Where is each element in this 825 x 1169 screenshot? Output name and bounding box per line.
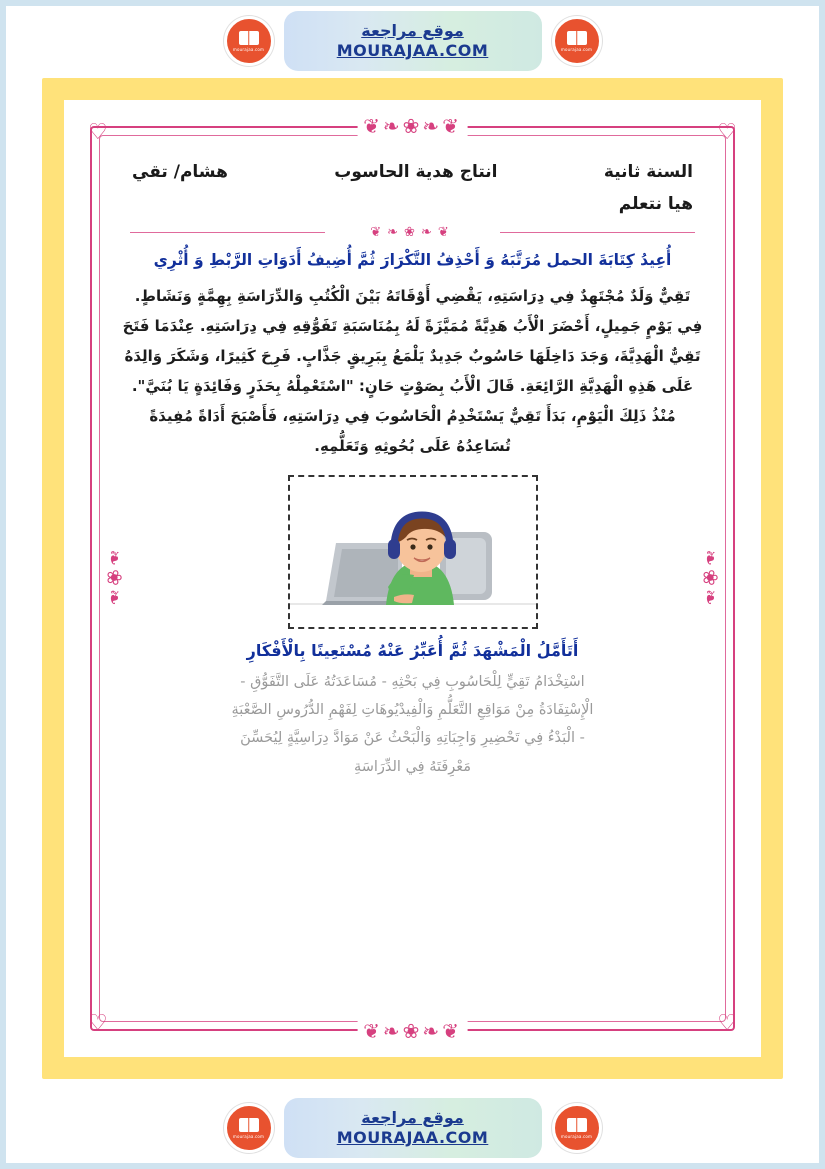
top-banner (6, 6, 819, 76)
heart-icon-top-left: ♡ (88, 120, 108, 145)
answer-line: - الْبَدْءُ فِي تَحْضِيرِ وَاجِبَاتِهِ وَالْبَحْثُ عَنْ مَوَادَّ دِرَاسِيَّةٍ لِيُحَسِّنَ (240, 730, 585, 747)
header-class-block (604, 156, 693, 221)
answer-line: اسْتِخْدَامُ تَقِيٍّ لِلْحَاسُوبِ فِي بَحْثِهِ - مُسَاعَدَتُهُ عَلَى التَّفَوُّقِ - (240, 673, 585, 690)
site-logo-icon-left (552, 1103, 602, 1153)
banner-title-ar: موقع مراجعة (361, 21, 464, 40)
header-name-block (132, 156, 228, 188)
worksheet-header (116, 152, 709, 221)
heart-icon-bottom-left: ♡ (88, 1011, 108, 1036)
logo-caption: mourajaa.com (560, 46, 593, 52)
student-name: هشام/ تقي (132, 162, 228, 182)
answer-line: مَعْرِفَتَهُ فِي الدِّرَاسَةِ (353, 758, 472, 775)
logo-caption: mourajaa.com (232, 1133, 265, 1139)
worksheet-sheet (64, 100, 761, 1057)
flourish-bottom-icon: ❦❧❀❧❦ (357, 1019, 468, 1043)
flourish-top-icon: ❦❧❀❧❦ (357, 114, 468, 138)
figure-floor (290, 605, 536, 627)
site-banner-pill-bottom (284, 1098, 542, 1158)
bottom-banner (6, 1093, 819, 1163)
page-title: انتاج هدية الحاسوب (334, 162, 498, 182)
site-banner-pill-top (284, 11, 542, 71)
site-logo-icon-right (224, 1103, 274, 1153)
flourish-left-icon: ❧❀❧ (103, 543, 127, 614)
book-icon (567, 31, 587, 45)
header-title-block (334, 156, 497, 188)
answer-line: الْإِسْتِفَادَةُ مِنْ مَوَاقِعِ التَّعَلُّمِ وَالْفِيدْيُوهَاتِ لِفَهْمِ الدُّرُوسِ الصَّعْبَةِ (231, 702, 594, 719)
heart-icon-bottom-right: ♡ (717, 1011, 737, 1036)
answer-hints (116, 668, 709, 781)
scene-instruction: أَتَأَمَّلُ الْمَشْهَدَ ثُمَّ أُعَبِّرُ عَنْهُ مُسْتَعِينًا بِالْأَفْكَارِ (246, 640, 579, 660)
banner-url: MOURAJAA.COM (336, 41, 489, 60)
scene-image (288, 475, 538, 629)
logo-caption: mourajaa.com (232, 46, 265, 52)
flourish-right-icon: ❧❀❧ (698, 543, 722, 614)
banner-url: MOURAJAA.COM (336, 1128, 489, 1147)
divider-ornament: ❦❧❀❧❦ (126, 225, 699, 239)
logo-caption: mourajaa.com (560, 1133, 593, 1139)
header-subtitle: هيا نتعلم (618, 194, 693, 215)
heart-icon-top-right: ♡ (717, 120, 737, 145)
banner-title-ar: موقع مراجعة (361, 1108, 464, 1127)
site-logo-icon-right (224, 16, 274, 66)
book-icon (239, 1118, 259, 1132)
book-icon (239, 31, 259, 45)
yellow-mat (42, 78, 783, 1079)
figure-wrapper (116, 475, 709, 629)
worksheet-content (116, 152, 709, 1005)
book-icon (567, 1118, 587, 1132)
exercise-instruction: أُعِيدُ كِتَابَةَ الحمل مُرَتَّبَهُ وَ أَحْذِفُ التَّكْرَارَ ثُمَّ أُضِيفُ أَدَوَاتِ الرَّبْطِ وَ أُثْرِي (153, 250, 672, 269)
header-year: السنة ثانية (603, 162, 693, 182)
site-logo-icon-left (552, 16, 602, 66)
story-paragraph: تَقِيٌّ وَلَدٌ مُجْتَهِدٌ فِي دِرَاسَتِهِ، يَقْضِي أَوْقَاتَهُ بَيْنَ الْكُتُبِ وَالدِّرَاسَةِ بِهِمَّةٍ وَنَشَاطٍ. فِي يَوْمٍ جَمِيلٍ، أَحْضَرَ الْأَبُ هَدِيَّةً مُمَيَّزَةً لَهُ بِمُنَاسَبَةِ تَفَوُّقِهِ فِي دِرَاسَتِهِ. عِنْدَمَا فَتَحَ تَقِيٌّ الْهَدِيَّةَ، وَجَدَ دَاخِلَهَا حَاسُوبٌ جَدِيدٌ يَلْمَعُ بِبَرِيقٍ جَذَّابٍ. فَرِحَ كَثِيرًا، وَشَكَرَ وَالِدَهُ عَلَى هَذِهِ الْهَدِيَّةِ الرَّائِعَةِ. قَالَ الْأَبُ بِصَوْتٍ حَانٍ: "اسْتَعْمِلْهُ بِحَذَرٍ وَفَائِدَةٍ يَا بُنَيَّ". مُنْذُ ذَلِكَ الْيَوْمِ، بَدَأَ تَقِيٌّ يَسْتَخْدِمُ الْحَاسُوبَ فِي دِرَاسَتِهِ، فَأَصْبَحَ أَدَاةً مُفِيدَةً تُسَاعِدُهُ عَلَى بُحُوثِهِ وَتَعَلُّمِهِ. (122, 286, 703, 455)
